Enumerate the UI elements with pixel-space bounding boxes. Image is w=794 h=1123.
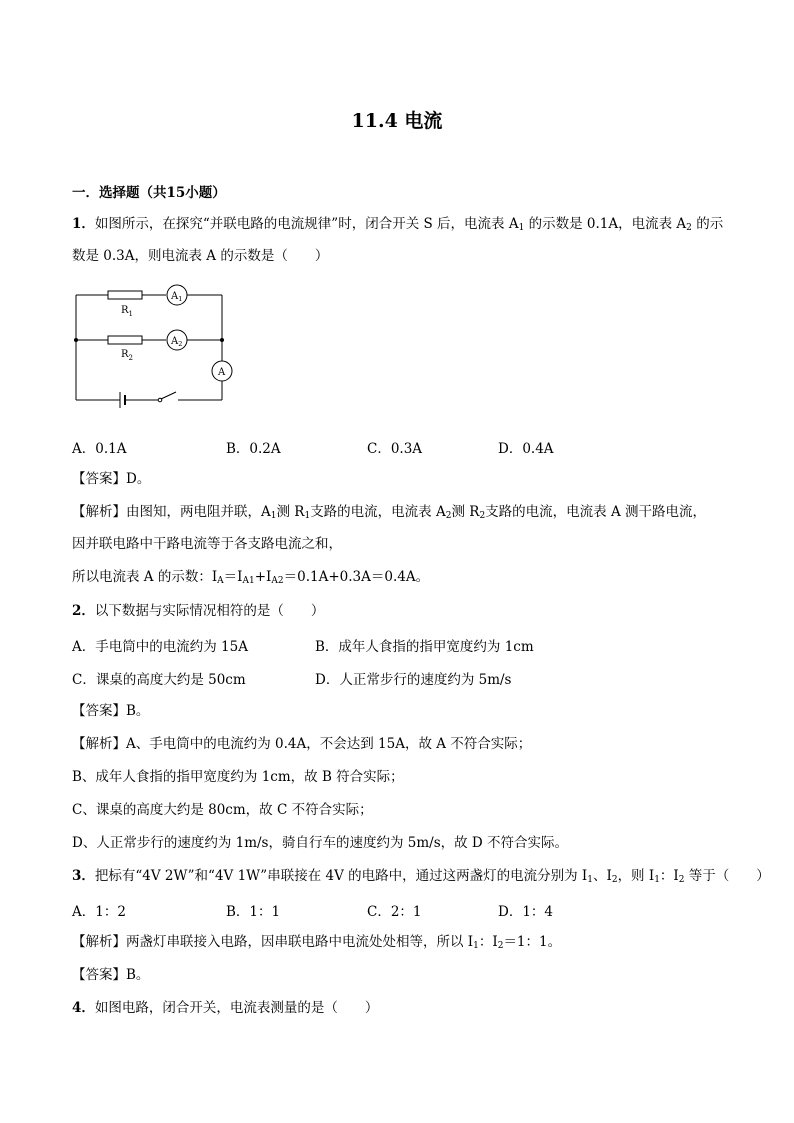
q3-stem: 3．把标有“4V 2W”和“4V 1W”串联接在 4V 的电路中，通过这两盏灯的电流分别为 $I_1$、$I_2$，则 $I_1$：$I_2$ 等于（ ） (72, 868, 770, 885)
q2-analysis-line2: B、成年人食指的指甲宽度约为 1cm，故 B 符合实际； (72, 769, 404, 785)
q1-option-c: C．0.3A (367, 441, 423, 457)
q2-analysis-line4: D、人正常步行的速度约为 1m/s，骑自行车的速度约为 5m/s，故 D 不符合实际。 (72, 835, 569, 851)
section-heading: 一．选择题（共15小题） (72, 185, 226, 201)
q1-option-a: A．0.1A (72, 441, 127, 457)
q1-stem-line2: 数是 0.3A，则电流表 A 的示数是（ ） (72, 248, 329, 264)
q1-analysis-line3: 所以电流表 A 的示数：$I_A=I_{A1}+I_{A2}=0.1A+0.3A=0.4A$。 (72, 569, 430, 586)
q2-option-a: A．手电筒中的电流约为 15A (72, 639, 248, 655)
q1-analysis-line1: 【解析】由图知，两电阻并联，$A_1$测 $R_1$支路的电流，电流表 $A_2$测 $R_2$支路的电流，电流表 A 测干路电流， (72, 504, 707, 521)
q3-option-a: A．1：2 (72, 904, 126, 920)
q2-option-d: D．人正常步行的速度约为 5m/s (315, 672, 512, 688)
switch-pivot (158, 398, 162, 402)
q4-number: 4． (72, 1000, 95, 1016)
q3-answer: 【答案】B。 (72, 967, 150, 983)
label-ammeter-a2: $A_2$ (171, 336, 183, 348)
q1-option-d: D．0.4A (498, 441, 554, 457)
junction-left (74, 338, 78, 342)
q3-option-b: B．1：1 (226, 904, 281, 920)
label-r2: $R_2$ (121, 349, 133, 362)
label-ammeter-a1: $A_1$ (171, 291, 183, 303)
q2-option-b: B．成年人食指的指甲宽度约为 1cm (315, 639, 534, 655)
q2-answer: 【答案】B。 (72, 703, 150, 719)
page-title: 11.4 电流 (351, 110, 443, 132)
q3-analysis: 【解析】两盏灯串联接入电路，因串联电路中电流处处相等，所以 $I_1$：$I_2=1$：1。 (72, 934, 562, 951)
q2-number: 2． (72, 603, 95, 619)
q2-stem: 2．以下数据与实际情况相符的是（ ） (72, 603, 325, 619)
q1-stem-line1: 1．如图所示，在探究“并联电路的电流规律”时，闭合开关 S 后，电流表 $A_1$ 的示数是 0.1A，电流表 $A_2$ 的示 (72, 216, 724, 233)
q1-number: 1． (72, 216, 95, 232)
q1-option-b: B．0.2A (226, 441, 281, 457)
q1-analysis-line2: 因并联电路中干路电流等于各支路电流之和， (72, 536, 342, 552)
q2-option-c: C．课桌的高度大约是 50cm (72, 672, 246, 688)
q2-analysis-line1: 【解析】A、手电筒中的电流约为 0.4A，不会达到 15A，故 A 不符合实际； (72, 736, 532, 752)
junction-right (220, 338, 224, 342)
q1-answer: 【答案】D。 (72, 471, 151, 487)
q2-analysis-line3: C、课桌的高度大约是 80cm，故 C 不符合实际； (72, 802, 373, 818)
q3-option-d: D．1：4 (498, 904, 554, 920)
q3-number: 3． (72, 868, 95, 884)
parallel-circuit-diagram (70, 282, 255, 412)
label-r1: $R_1$ (121, 305, 133, 318)
q3-option-c: C．2：1 (367, 904, 422, 920)
q4-stem: 4．如图电路，闭合开关，电流表测量的是（ ） (72, 1000, 379, 1016)
label-ammeter-a: A (218, 367, 226, 378)
